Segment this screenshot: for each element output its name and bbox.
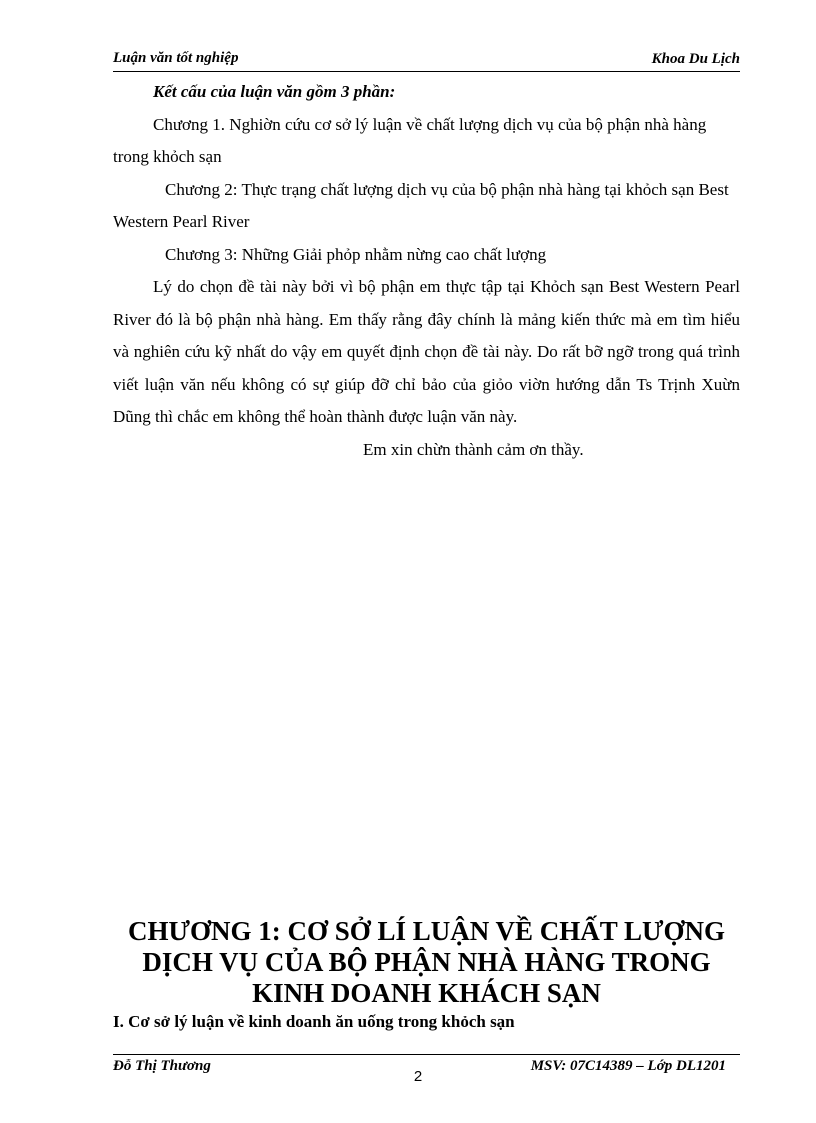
page-number: 2 [413, 1068, 423, 1085]
page-header [113, 49, 740, 72]
chapter-3-summary: Chương 3: Những Giải phỏp nhằm nừng cao chất lượng [165, 244, 547, 264]
chapter-title-line-3: KINH DOANH KHÁCH SẠN [252, 978, 601, 1008]
reason-paragraph: Lý do chọn đề tài này bởi vì bộ phận em thực tập tại Khỏch sạn Best Western Pearl River đó là bộ phận nhà hàng. Em thấy rằng đây chính là mảng kiến thức mà em tìm hiểu và nghiên cứu kỹ nhất do vậy em quyết định chọn đề tài này. Do rất bỡ ngỡ trong quá trình viết luận văn nếu không có sự giúp đỡ chỉ bảo của giỏo viờn hướng dẫn Ts Trịnh Xuừn Dũng thì chắc em không thể hoàn thành được luận văn này. [113, 277, 740, 426]
chapter-title-line-2: DỊCH VỤ CỦA BỘ PHẬN NHÀ HÀNG TRONG [142, 947, 711, 977]
footer-divider [113, 1054, 740, 1055]
body-text [113, 76, 740, 466]
chapter-title-line-1: CHƯƠNG 1: CƠ SỞ LÍ LUẬN VỀ CHẤT LƯỢNG [127, 916, 726, 946]
header-right: Khoa Du Lịch [651, 51, 740, 67]
footer-author: Đỗ Thị Thương [113, 1058, 211, 1074]
chapter-2-summary: Chương 2: Thực trạng chất lượng dịch vụ của bộ phận nhà hàng tại khỏch sạn Best Western Pearl River [113, 179, 729, 231]
chapter-title [113, 916, 740, 1009]
structure-heading: Kết cấu của luận văn gồm 3 phần: [153, 82, 396, 101]
header-left: Luận văn tốt nghiệp [113, 50, 239, 66]
chapter-1-summary: Chương 1. Nghiờn cứu cơ sở lý luận về chất lượng dịch vụ của bộ phận nhà hàng trong khỏch sạn [113, 114, 707, 166]
footer-student-id: MSV: 07C14389 – Lớp DL1201 [530, 1058, 726, 1074]
thanks-line: Em xin chừn thành cảm ơn thầy. [363, 439, 584, 459]
section-heading: I. Cơ sở lý luận về kinh doanh ăn uống trong khỏch sạn [113, 1012, 515, 1031]
